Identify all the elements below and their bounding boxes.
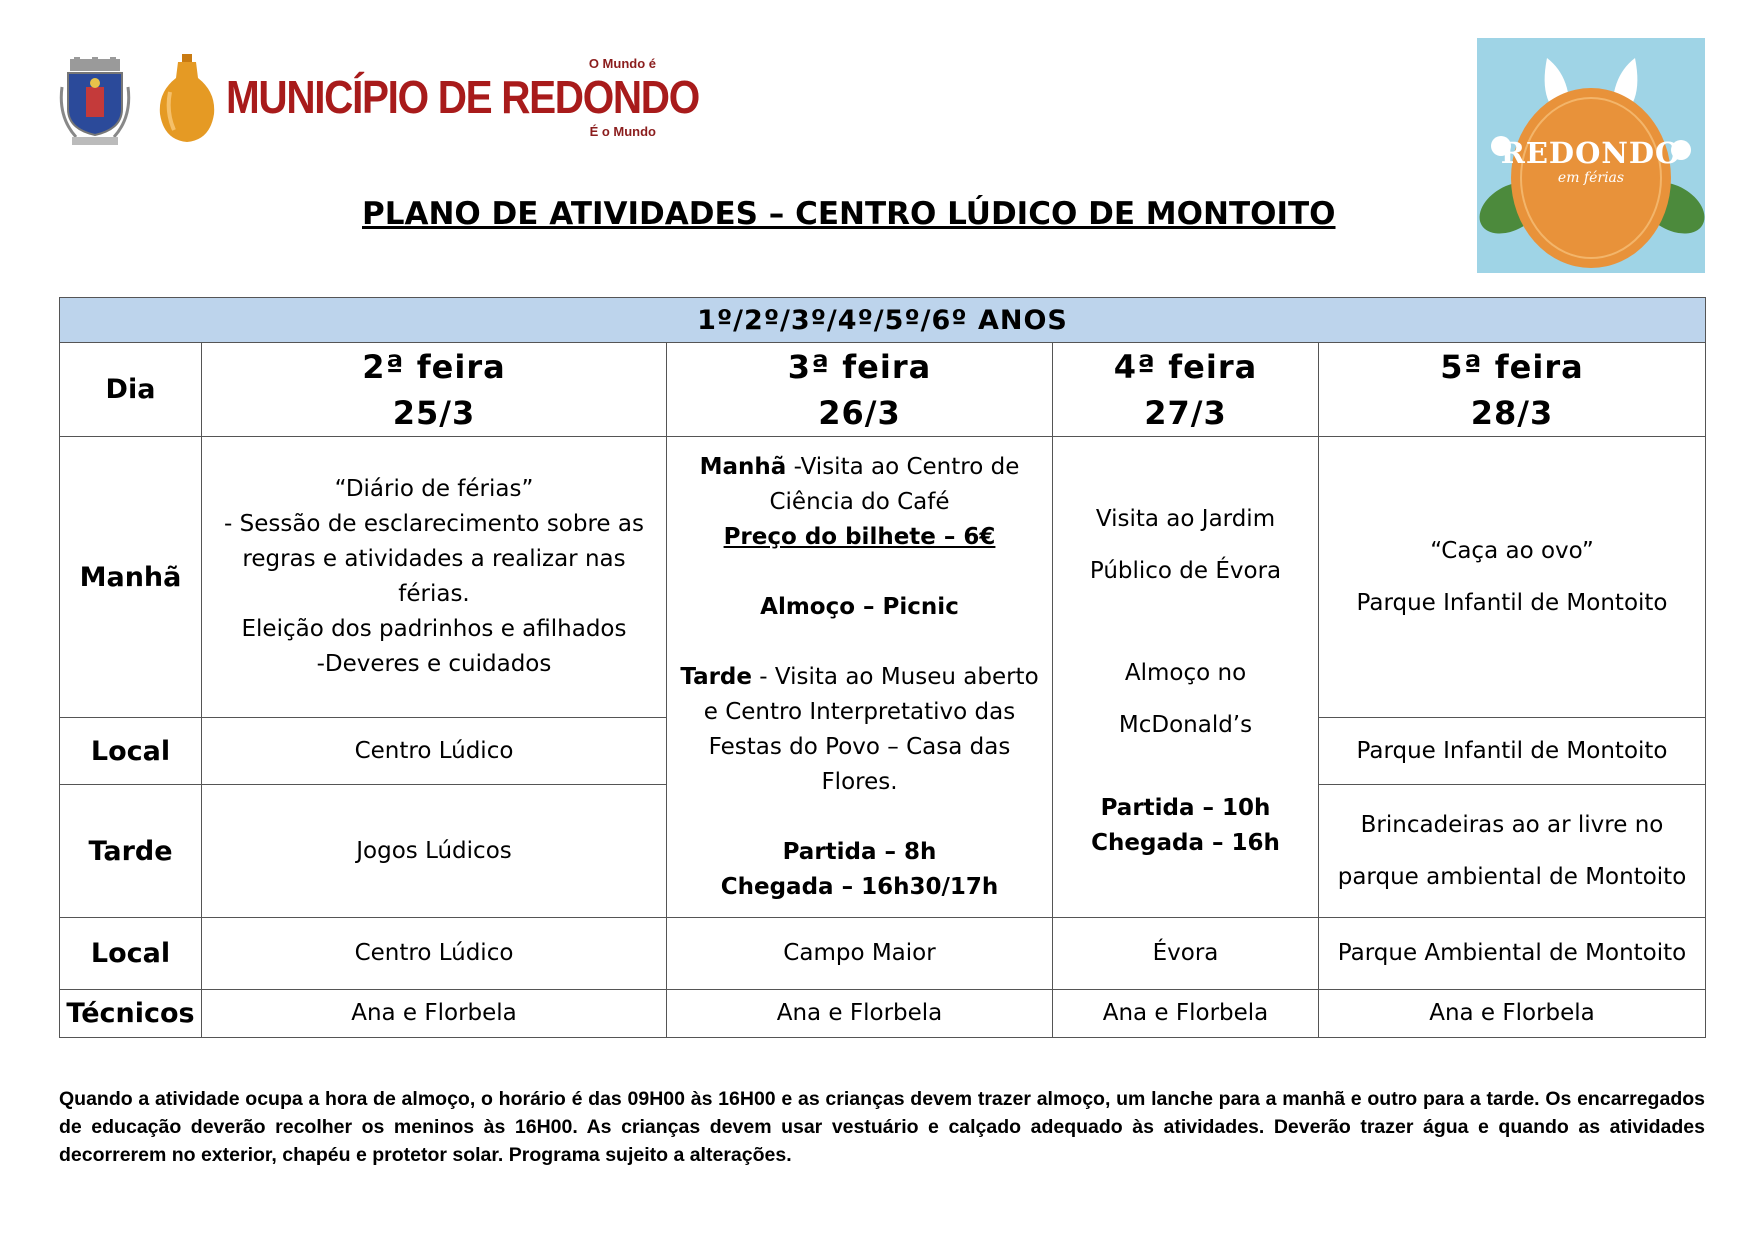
departure-time: Partida – 10h: [1100, 795, 1271, 821]
wednesday-day-cell: [1053, 437, 1319, 918]
monday-location: Centro Lúdico: [202, 918, 667, 990]
row-label-local-2: Local: [60, 918, 202, 990]
activity-line: Brincadeiras ao ar livre no: [1360, 812, 1664, 838]
day-header-tuesday: [667, 343, 1053, 437]
monday-afternoon-cell: Jogos Lúdicos: [202, 785, 667, 918]
lunch-info: Almoço – Picnic: [760, 593, 959, 620]
departure-time: Partida – 8h: [782, 838, 937, 865]
monday-staff: Ana e Florbela: [202, 990, 667, 1038]
visit-line: Visita ao Jardim: [1095, 506, 1276, 532]
day-name: 5ª feira: [1440, 347, 1584, 386]
tuesday-afternoon: [673, 660, 1046, 800]
afternoon-text: - Visita ao Museu aberto e Centro Interpretativo das Festas do Povo – Casa das Flores.: [703, 663, 1039, 795]
thursday-morning-cell: [1319, 437, 1706, 718]
day-name: 4ª feira: [1113, 347, 1258, 386]
day-header-thursday: [1319, 343, 1706, 437]
activity-title: “Caça ao ovo”: [1430, 538, 1594, 564]
day-name: 3ª feira: [787, 347, 932, 386]
activity-line: -Deveres e cuidados: [316, 651, 552, 677]
arrival-time: Chegada – 16h: [1091, 830, 1280, 856]
day-header-monday: [202, 343, 667, 437]
tuesday-morning: [673, 450, 1046, 520]
monday-morning-cell: [202, 437, 667, 718]
row-label-tarde: Tarde: [60, 785, 202, 918]
activity-line: parque ambiental de Montoito: [1337, 864, 1687, 890]
activities-table: [59, 297, 1706, 1038]
row-label-tecnicos: Técnicos: [60, 990, 202, 1038]
clay-jar-icon: [156, 52, 218, 144]
row-label-manha: Manhã: [60, 437, 202, 718]
day-date: 28/3: [1470, 393, 1554, 432]
morning-text: -Visita ao Centro de Ciência do Café: [769, 453, 1020, 515]
tuesday-location: Campo Maior: [667, 918, 1053, 990]
wednesday-location: Évora: [1053, 918, 1319, 990]
coat-of-arms-icon: [56, 57, 134, 147]
tuesday-staff: Ana e Florbela: [667, 990, 1053, 1038]
day-date: 25/3: [392, 393, 476, 432]
morning-label: Manhã: [699, 453, 787, 480]
visit-line: Público de Évora: [1089, 558, 1282, 584]
activity-line: Parque Infantil de Montoito: [1356, 590, 1668, 616]
footer-note: Quando a atividade ocupa a hora de almoço, o horário é das 09H00 às 16H00 e as crianças devem trazer almoço, um lanche para a manhã e outro para a tarde. Os encarregados de educação deverão recolher os meninos às 16H00. As crianças devem usar vestuário e calçado adequado às atividades. Deverão trazer água e quando as atividades decorrerem no exterior, chapéu e protetor solar. Programa sujeito a alterações.: [59, 1088, 1705, 1166]
municipality-logo: [56, 52, 699, 152]
activity-title: “Diário de férias”: [334, 476, 534, 502]
brand-tagline-top: O Mundo é: [588, 56, 656, 71]
day-date: 26/3: [818, 393, 901, 432]
day-header-wednesday: [1053, 343, 1319, 437]
wednesday-staff: Ana e Florbela: [1053, 990, 1319, 1038]
thursday-staff: Ana e Florbela: [1319, 990, 1706, 1038]
event-poster: [1477, 38, 1705, 273]
day-name: 2ª feira: [362, 347, 506, 386]
page-title: PLANO DE ATIVIDADES – CENTRO LÚDICO DE MONTOITO: [362, 196, 1336, 232]
thursday-afternoon-cell: [1319, 785, 1706, 918]
row-label-dia: Dia: [60, 343, 202, 437]
arrival-time: Chegada – 16h30/17h: [720, 873, 999, 900]
brand-wordmark: [226, 56, 699, 146]
lunch-line: McDonald’s: [1118, 712, 1253, 738]
activity-line: Eleição dos padrinhos e afilhados: [241, 616, 627, 642]
tuesday-day-cell: [667, 437, 1053, 918]
poster-subtitle: em férias: [1557, 170, 1625, 186]
day-date: 27/3: [1144, 393, 1227, 432]
afternoon-label: Tarde: [680, 663, 752, 690]
thursday-location: Parque Ambiental de Montoito: [1319, 918, 1706, 990]
brand-tagline-bottom: É o Mundo: [589, 124, 656, 139]
thursday-morning-location: Parque Infantil de Montoito: [1319, 718, 1706, 785]
poster-title: REDONDO: [1500, 136, 1682, 170]
lunch-line: Almoço no: [1124, 660, 1247, 686]
activity-line: - Sessão de esclarecimento sobre as regras e atividades a realizar nas férias.: [224, 511, 644, 607]
table-band-header: 1º/2º/3º/4º/5º/6º ANOS: [60, 298, 1706, 343]
monday-morning-location: Centro Lúdico: [202, 718, 667, 785]
ticket-price: Preço do bilhete – 6€: [723, 523, 996, 550]
brand-name: MUNICÍPIO DE REDONDO: [226, 71, 699, 123]
row-label-local: Local: [60, 718, 202, 785]
